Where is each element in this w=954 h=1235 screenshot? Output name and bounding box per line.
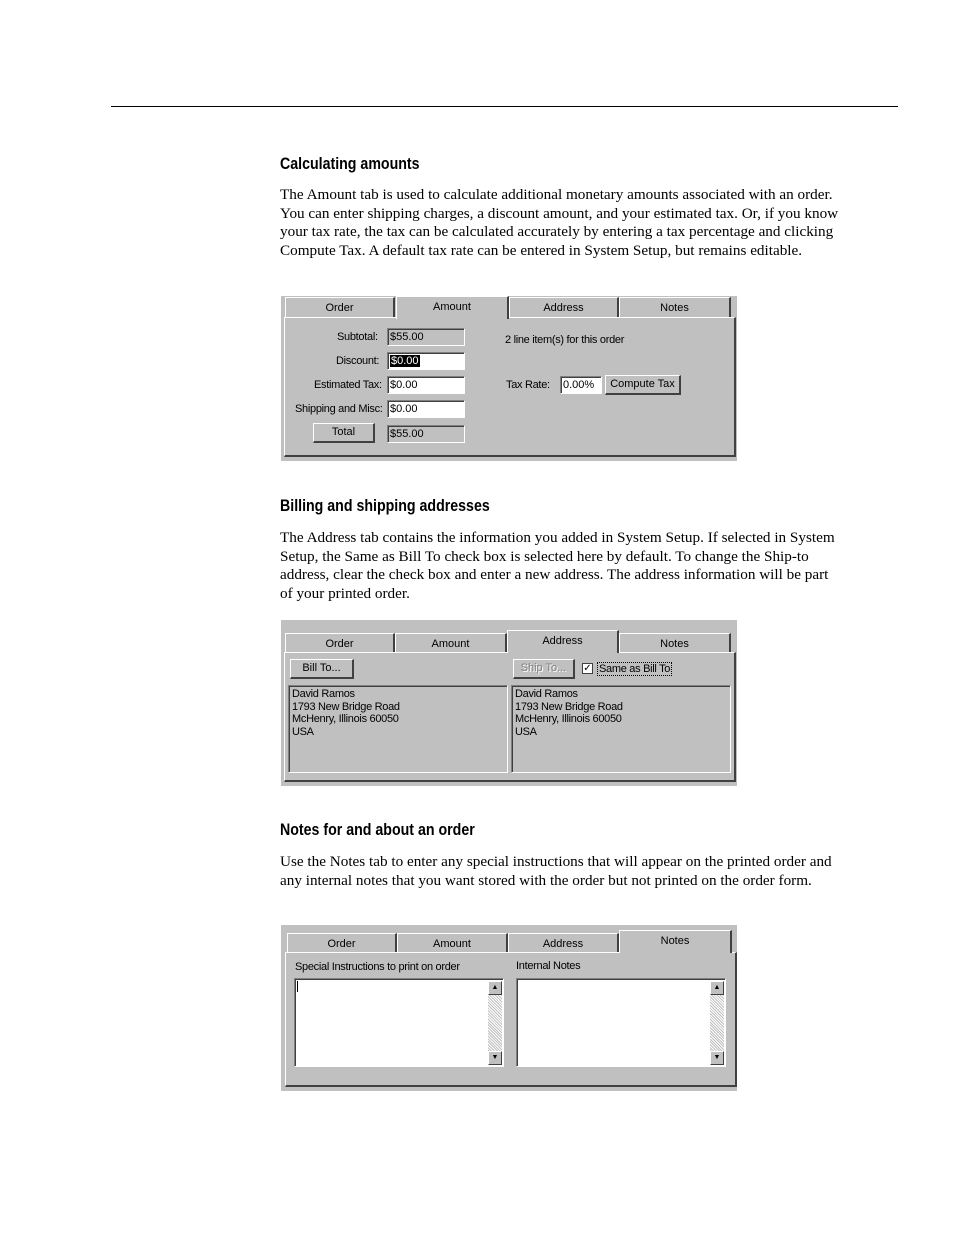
shipping-field[interactable]: $0.00 — [387, 400, 465, 418]
discount-field[interactable] — [387, 352, 465, 370]
special-instructions-label: Special Instructions to print on order — [295, 961, 460, 973]
ship-to-address-box[interactable]: David Ramos 1793 New Bridge Road McHenry, Illinois 60050 USA — [511, 685, 731, 773]
subtotal-field: $55.00 — [387, 328, 465, 346]
paragraph-text: Use the Notes tab to enter any special instructions that will appear on the printed order and any internal notes that you want stored with the order but not printed on the order form. — [280, 853, 832, 889]
tab-notes[interactable]: Notes — [619, 930, 732, 953]
tab-notes[interactable]: Notes — [619, 633, 731, 653]
tab-order[interactable]: Order — [287, 933, 397, 953]
tab-address[interactable]: Address — [508, 933, 619, 953]
tab-order[interactable]: Order — [285, 297, 395, 317]
estimated-tax-field[interactable]: $0.00 — [387, 376, 465, 394]
scroll-down-icon[interactable]: ▼ — [710, 1051, 724, 1065]
shipping-label: Shipping and Misc: — [295, 403, 383, 415]
tab-address[interactable]: Address — [509, 297, 619, 317]
amount-dialog — [281, 296, 737, 461]
amount-tab-page — [284, 317, 736, 457]
text-cursor — [297, 981, 298, 992]
vertical-scrollbar[interactable] — [710, 981, 724, 1065]
section-paragraph-addresses — [280, 529, 842, 603]
special-instructions-textarea[interactable] — [294, 978, 504, 1067]
scroll-up-icon[interactable]: ▲ — [488, 981, 502, 995]
paragraph-text: The Address tab contains the information you added in System Setup. If selected in System Setup, the Same as Bill To check box is selected here by default. To change the Ship-to address, clear the check box and enter a new address. The address information will be part of your printed order. — [280, 529, 835, 602]
bill-to-button[interactable]: Bill To... — [290, 659, 354, 679]
total-field: $55.00 — [387, 425, 465, 443]
internal-notes-textarea[interactable] — [516, 978, 726, 1067]
discount-value: $0.00 — [391, 355, 419, 367]
section-paragraph-amounts — [280, 186, 842, 260]
same-as-bill-to-label[interactable]: Same as Bill To — [599, 663, 671, 675]
address-dialog — [281, 620, 737, 786]
vertical-scrollbar[interactable] — [488, 981, 502, 1065]
discount-label: Discount: — [336, 355, 380, 367]
notes-dialog — [281, 925, 737, 1091]
scroll-down-icon[interactable]: ▼ — [488, 1051, 502, 1065]
tab-amount[interactable]: Amount — [397, 933, 508, 953]
address-tab-page — [284, 652, 736, 782]
subtotal-label: Subtotal: — [337, 331, 378, 343]
tab-order[interactable]: Order — [285, 633, 395, 653]
tab-amount[interactable]: Amount — [396, 296, 509, 319]
section-heading-amounts: Calculating amounts — [280, 155, 420, 173]
section-paragraph-notes — [280, 853, 842, 890]
estimated-tax-label: Estimated Tax: — [314, 379, 382, 391]
tax-rate-field[interactable]: 0.00% — [560, 376, 602, 394]
line-items-text: 2 line item(s) for this order — [505, 334, 625, 346]
internal-notes-label: Internal Notes — [516, 960, 581, 972]
tab-notes[interactable]: Notes — [619, 297, 731, 317]
section-heading-notes: Notes for and about an order — [280, 821, 475, 839]
tax-rate-label: Tax Rate: — [506, 379, 550, 391]
scroll-up-icon[interactable]: ▲ — [710, 981, 724, 995]
ship-to-button[interactable]: Ship To... — [513, 659, 575, 679]
same-as-bill-to-checkbox[interactable]: ✓ — [583, 663, 592, 674]
tab-address[interactable]: Address — [507, 630, 619, 653]
notes-tab-page — [285, 952, 737, 1087]
bill-to-address-box[interactable]: David Ramos 1793 New Bridge Road McHenry, Illinois 60050 USA — [288, 685, 508, 773]
tab-amount[interactable]: Amount — [395, 633, 507, 653]
compute-tax-button[interactable]: Compute Tax — [605, 375, 681, 395]
paragraph-text: The Amount tab is used to calculate additional monetary amounts associated with an order. You can enter shipping charges, a discount amount, and your estimated tax. Or, if you know your tax rate, the tax can be calculated accurately by entering a tax percentage and clicking Compute Tax. A default tax rate can be entered in System Setup, but remains editable. — [280, 186, 839, 259]
header-rule — [111, 106, 898, 107]
total-button[interactable]: Total — [313, 423, 375, 443]
section-heading-addresses: Billing and shipping addresses — [280, 497, 490, 515]
